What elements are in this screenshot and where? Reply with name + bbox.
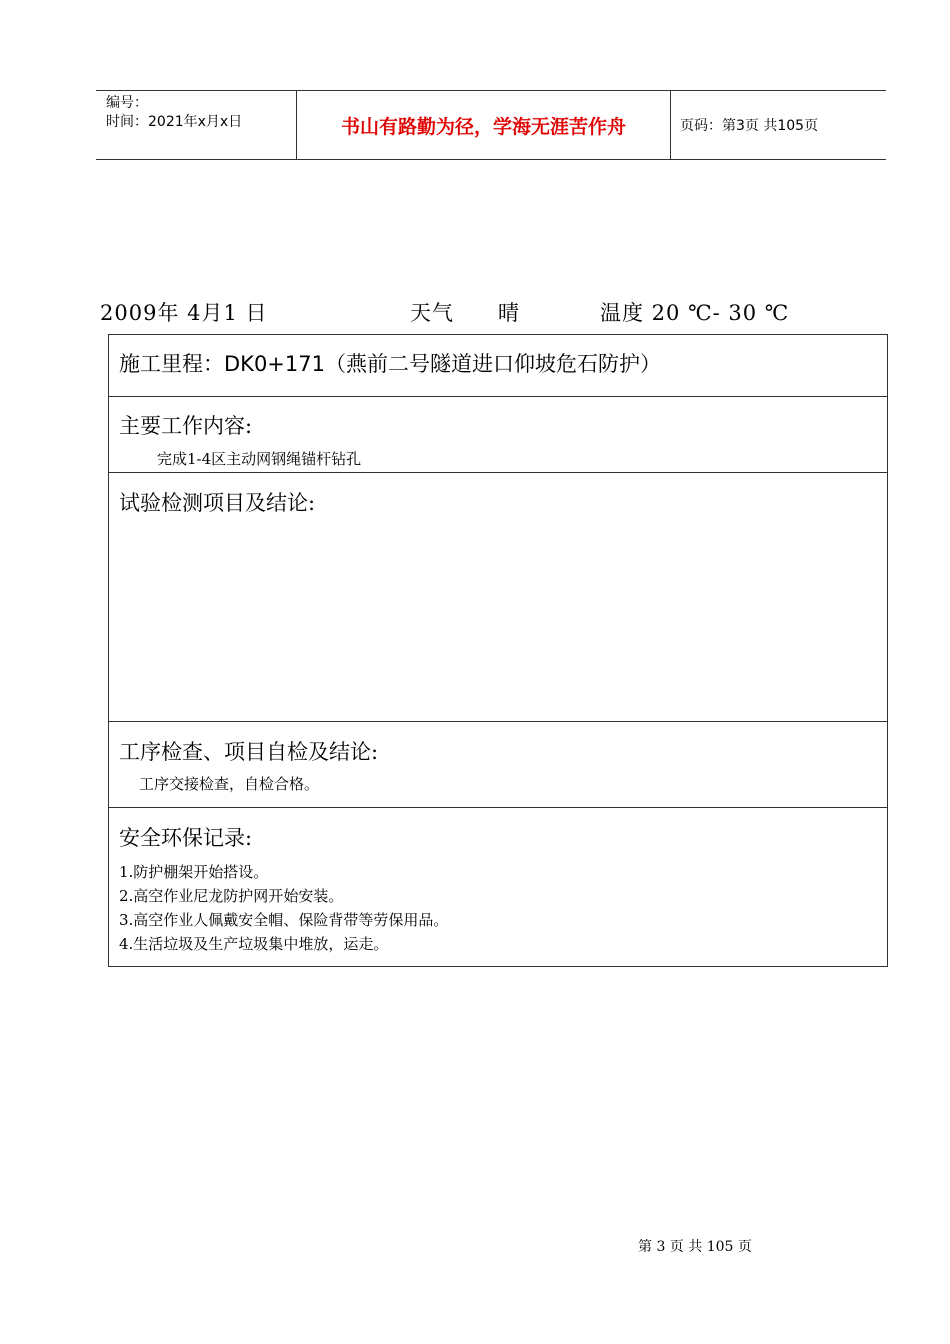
document-number-label: 编号： bbox=[106, 95, 148, 111]
mileage-row: 施工里程：DK0+171（燕前二号隧道进口仰坡危石防护） bbox=[109, 335, 887, 397]
main-work-body: 完成1-4区主动网钢绳锚杆钻孔 bbox=[157, 450, 362, 468]
list-item: 3.高空作业人佩戴安全帽、保险背带等劳保用品。 bbox=[119, 911, 449, 929]
weather-label: 天气 bbox=[410, 301, 454, 325]
process-check-title: 工序检查、项目自检及结论: bbox=[119, 740, 379, 764]
main-work-title: 主要工作内容: bbox=[119, 414, 253, 438]
safety-list bbox=[119, 860, 448, 956]
list-item: 4.生活垃圾及生产垃圾集中堆放，运走。 bbox=[119, 935, 389, 953]
list-item: 2.高空作业尼龙防护网开始安装。 bbox=[119, 887, 344, 905]
process-check-section bbox=[109, 722, 887, 808]
safety-section bbox=[109, 808, 887, 966]
process-check-body: 工序交接检查，自检合格。 bbox=[139, 775, 320, 793]
weather-value: 晴 bbox=[498, 301, 520, 325]
document-time: 时间：2021年x月x日 bbox=[106, 114, 243, 130]
page-footer: 第 3 页 共 105 页 bbox=[638, 1239, 752, 1255]
record-date: 2009年 4月1 日 bbox=[100, 301, 268, 325]
header-motto: 书山有路勤为径，学海无涯苦作舟 bbox=[297, 91, 671, 159]
header-page-info: 页码：第3页 共105页 bbox=[680, 118, 819, 134]
list-item: 1.防护棚架开始搭设。 bbox=[119, 863, 269, 881]
construction-log-table bbox=[108, 334, 888, 967]
test-results-title: 试验检测项目及结论: bbox=[119, 491, 316, 515]
header-meta bbox=[96, 91, 297, 159]
main-work-section bbox=[109, 397, 887, 473]
temperature-range: 温度 20 ℃- 30 ℃ bbox=[600, 301, 790, 325]
safety-title: 安全环保记录: bbox=[119, 826, 253, 850]
page-header bbox=[96, 90, 886, 160]
record-meta-line bbox=[100, 297, 860, 325]
test-results-section bbox=[109, 473, 887, 722]
